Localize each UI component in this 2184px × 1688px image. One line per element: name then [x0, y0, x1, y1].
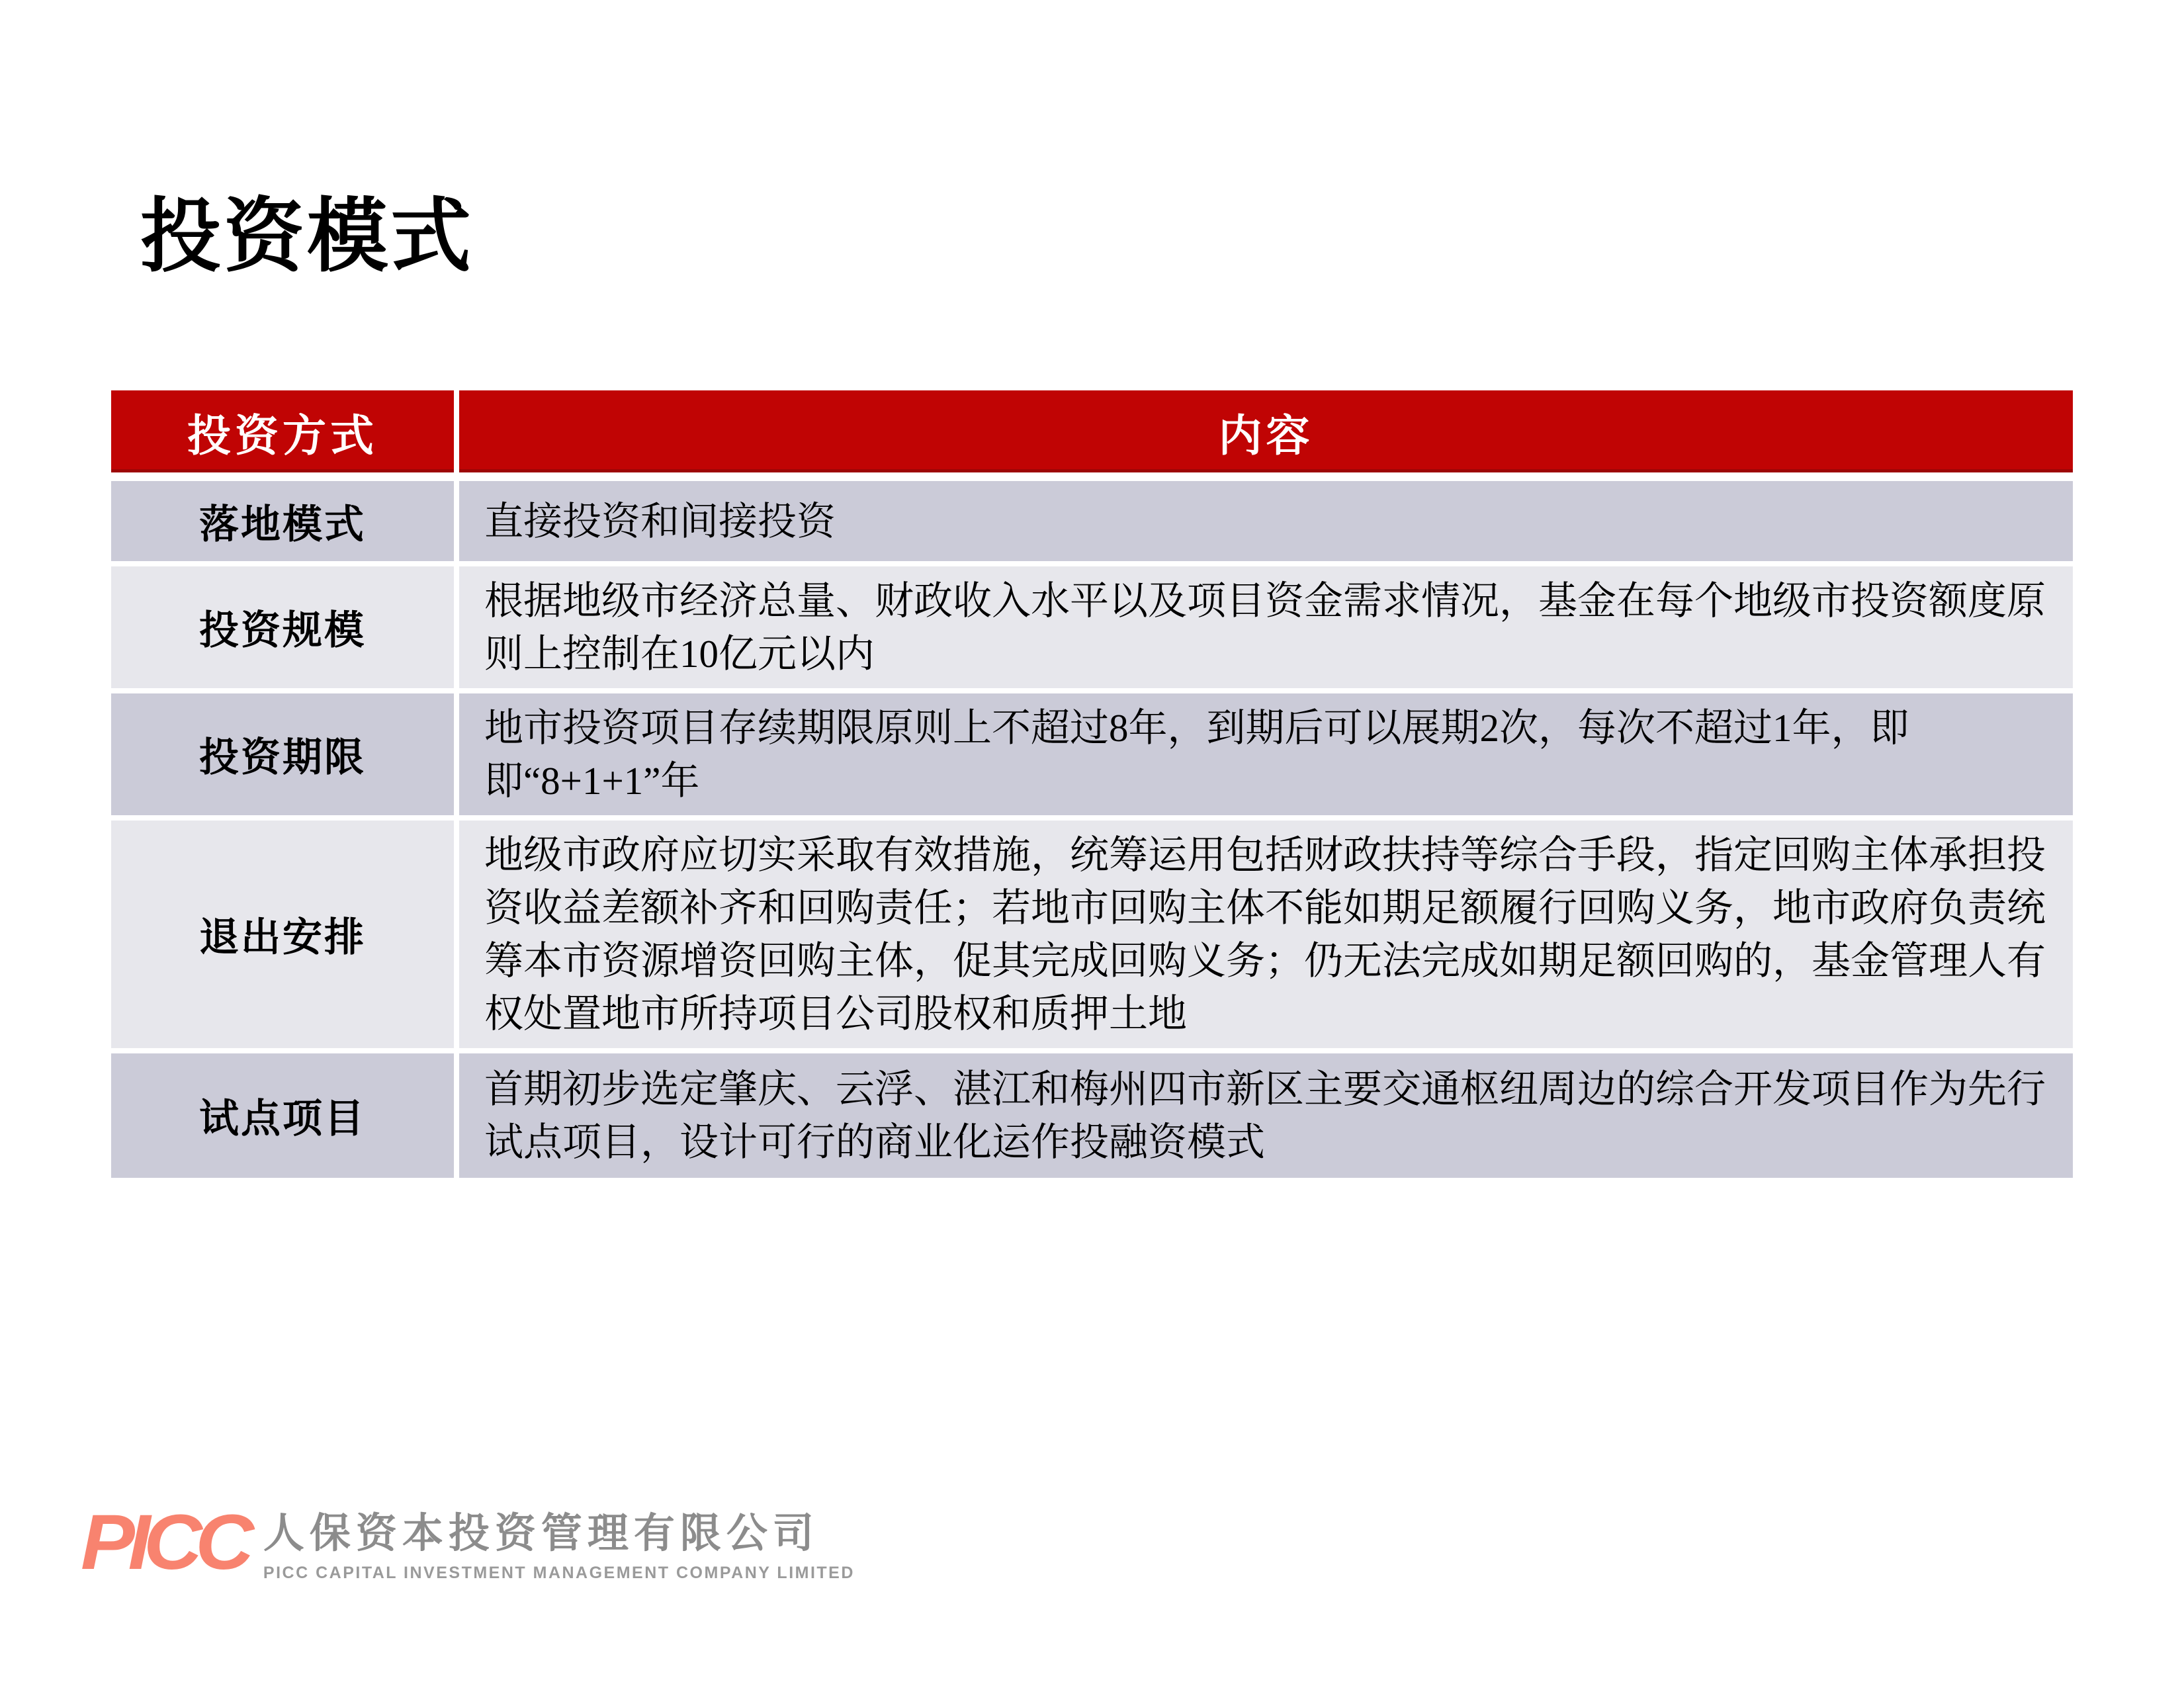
row-content: 直接投资和间接投资 [459, 481, 2073, 561]
row-label: 试点项目 [111, 1053, 454, 1178]
table-row [111, 566, 2073, 688]
picc-logo: PICC [81, 1499, 247, 1586]
table-body [111, 481, 2073, 1178]
company-name-block [263, 1510, 855, 1581]
company-name-cn: 人保资本投资管理有限公司 [263, 1511, 819, 1556]
footer-logo [81, 1499, 855, 1586]
row-content: 根据地级市经济总量、财政收入水平以及项目资金需求情况，基金在每个地级市投资额度原则上控制在10亿元以内 [459, 566, 2073, 688]
company-name-en: PICC CAPITAL INVESTMENT MANAGEMENT COMPANY LIMITED [263, 1564, 855, 1582]
table-row [111, 481, 2073, 561]
table-row [111, 1053, 2073, 1178]
col-header-method: 投资方式 [111, 390, 454, 472]
row-label: 退出安排 [111, 821, 454, 1048]
table-header-row [111, 390, 2073, 472]
row-label: 落地模式 [111, 481, 454, 561]
investment-table [111, 390, 2073, 1183]
row-label: 投资期限 [111, 693, 454, 815]
table-row [111, 821, 2073, 1048]
col-header-content: 内容 [459, 390, 2073, 472]
row-content: 首期初步选定肇庆、云浮、湛江和梅州四市新区主要交通枢纽周边的综合开发项目作为先行试点项目，设计可行的商业化运作投融资模式 [459, 1053, 2073, 1178]
page-title: 投资模式 [140, 193, 474, 282]
row-label: 投资规模 [111, 566, 454, 688]
row-content: 地市投资项目存续期限原则上不超过8年，到期后可以展期2次，每次不超过1年，即即“8+1+1”年 [459, 693, 2073, 815]
row-content: 地级市政府应切实采取有效措施，统筹运用包括财政扶持等综合手段，指定回购主体承担投资收益差额补齐和回购责任；若地市回购主体不能如期足额履行回购义务，地市政府负责统筹本市资源增资回购主体，促其完成回购义务；仍无法完成如期足额回购的，基金管理人有权处置地市所持项目公司股权和质押土地 [459, 821, 2073, 1048]
table-row [111, 693, 2073, 815]
